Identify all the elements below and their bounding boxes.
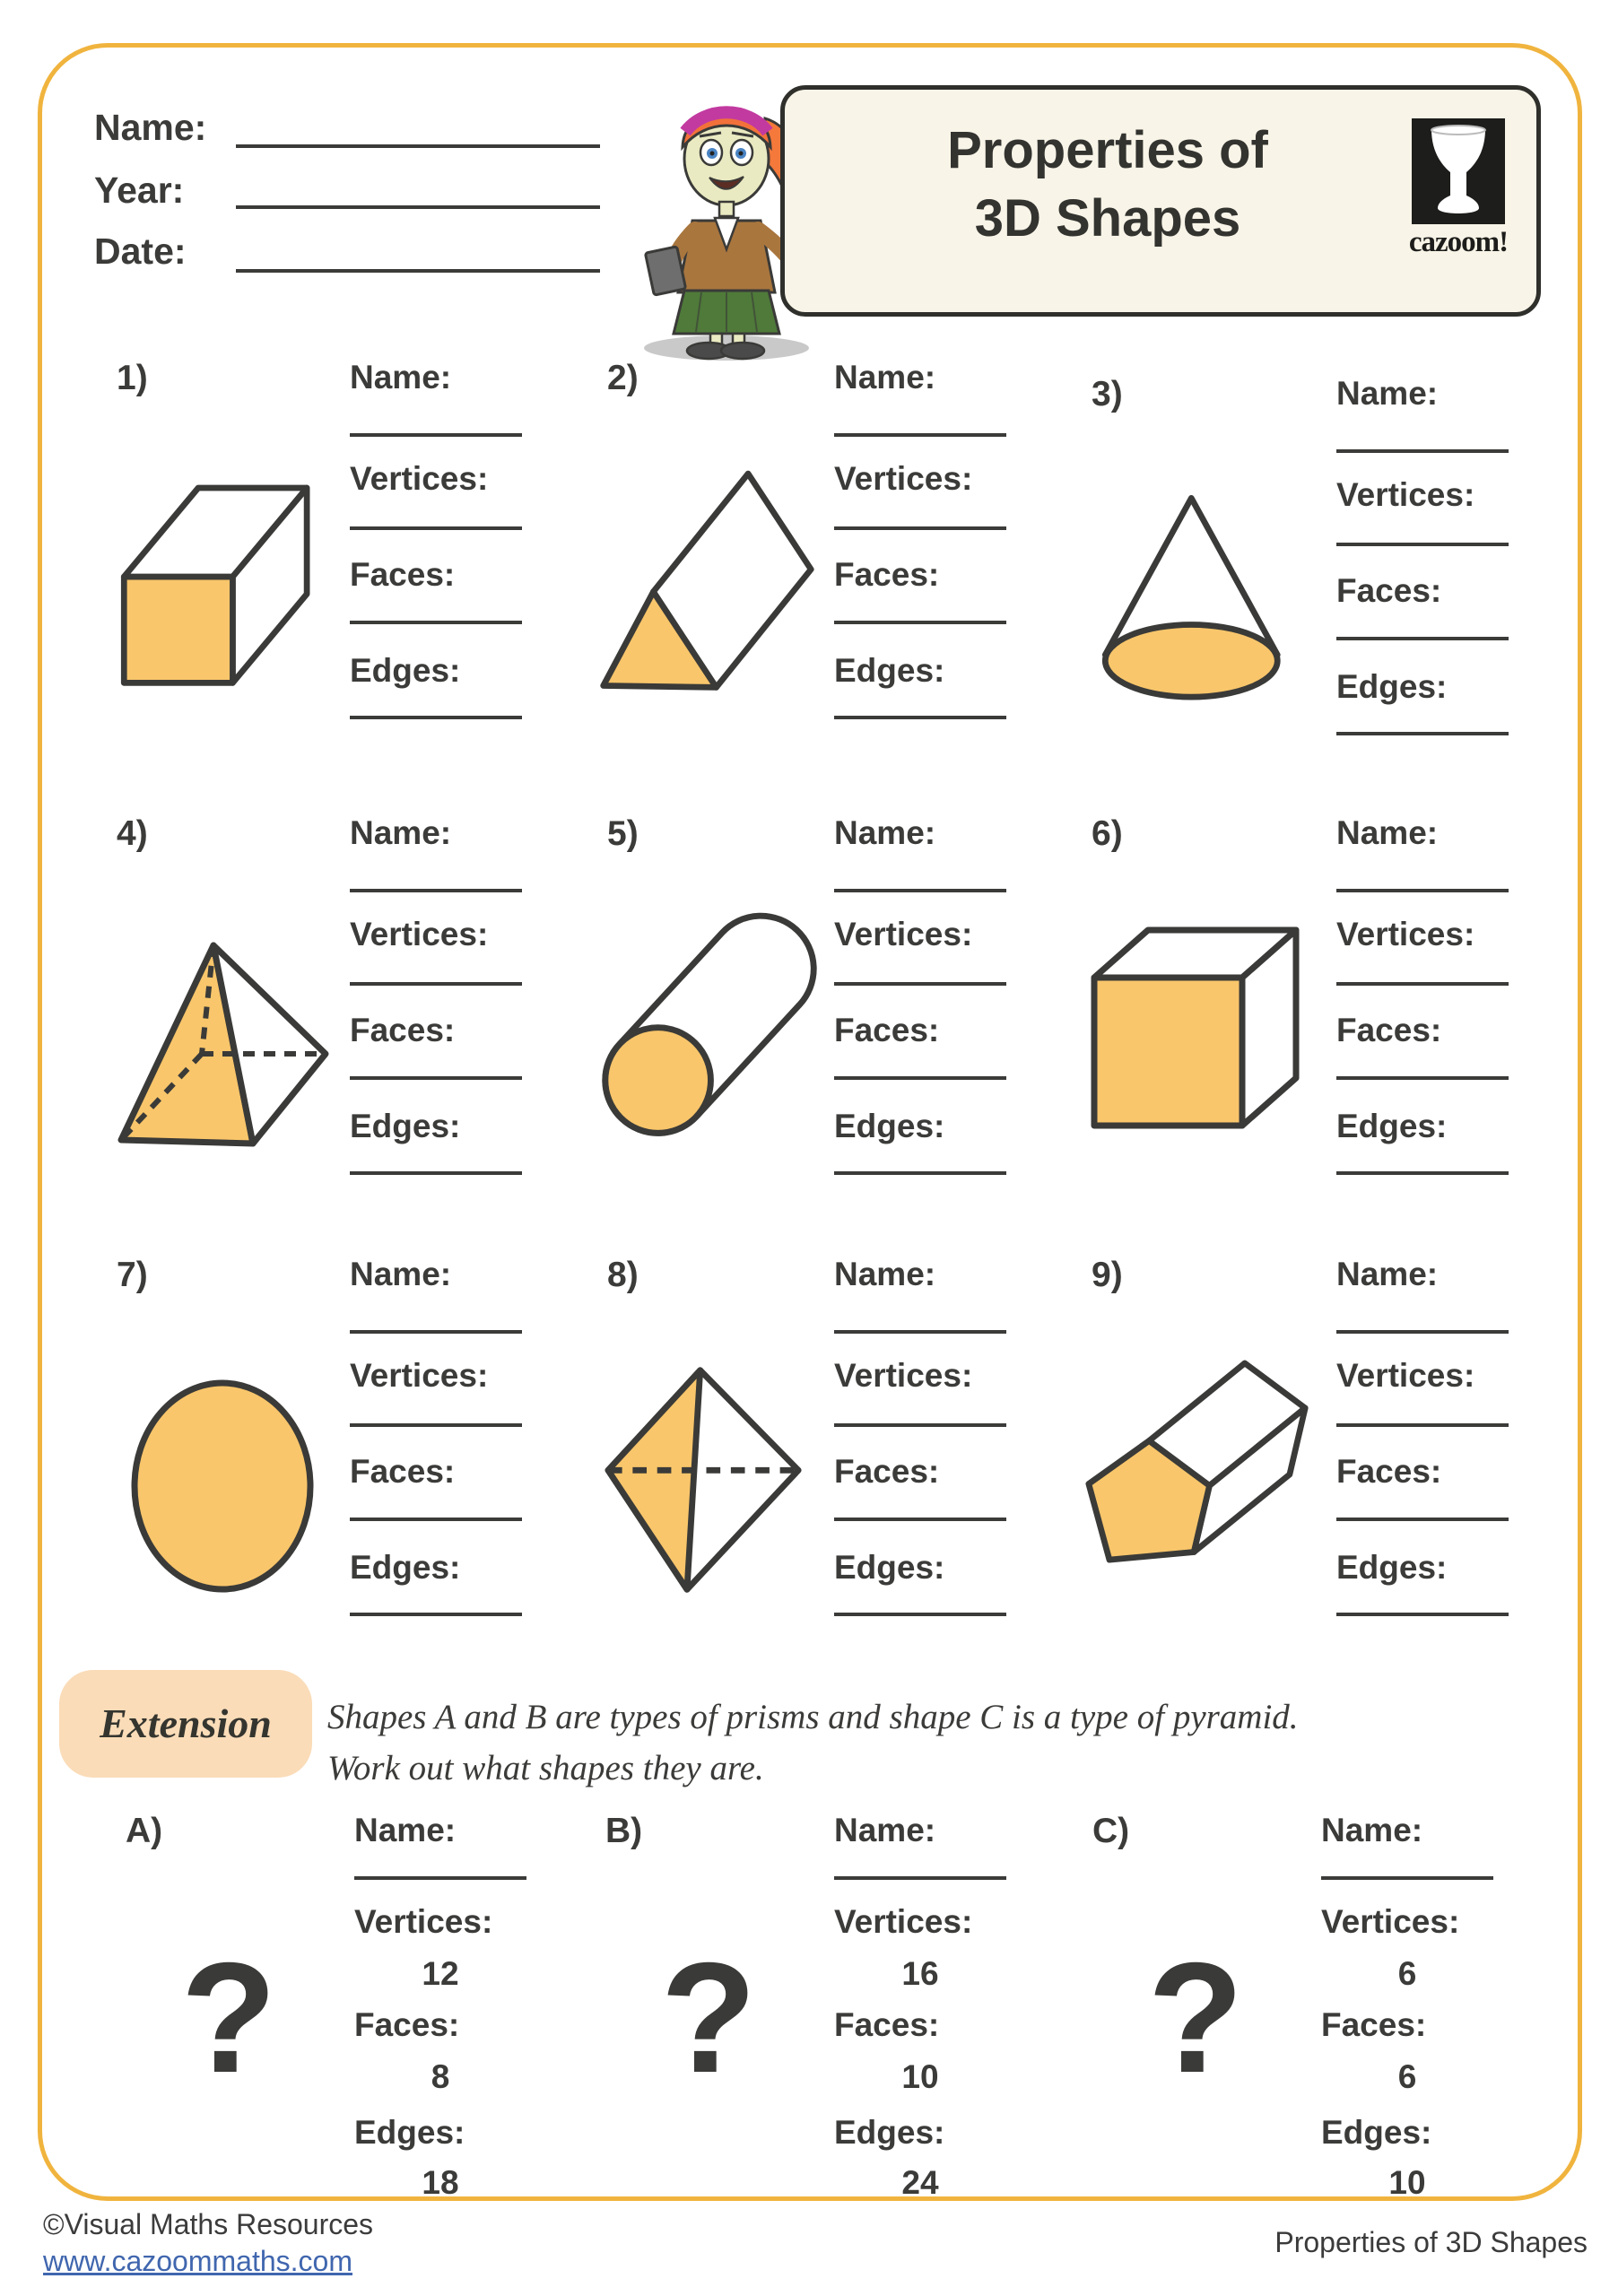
vertices-answer-line[interactable] — [1336, 543, 1509, 546]
vertices-answer-line[interactable] — [1336, 1423, 1509, 1427]
edges-label: Edges: — [834, 2114, 945, 2151]
cazoom-logo — [1405, 118, 1511, 259]
faces-label: Faces: — [1336, 1012, 1442, 1048]
question-3 — [1092, 375, 1607, 787]
question-number: 8) — [607, 1256, 639, 1294]
name-answer-line[interactable] — [350, 1330, 522, 1334]
website-link[interactable]: www.cazoommaths.com — [43, 2245, 352, 2277]
name-label: Name: — [834, 359, 936, 396]
question-7 — [117, 1256, 632, 1668]
name-answer-line[interactable] — [1321, 1876, 1493, 1880]
vertices-answer-line[interactable] — [834, 526, 1006, 530]
faces-label: Faces: — [834, 1453, 940, 1490]
name-answer-line[interactable] — [1336, 449, 1509, 453]
edges-answer-line[interactable] — [350, 716, 522, 719]
vertices-label: Vertices: — [834, 460, 973, 497]
vertices-label: Vertices: — [350, 460, 489, 497]
footer-title: Properties of 3D Shapes — [1274, 2226, 1588, 2258]
title-line-2: 3D Shapes — [974, 189, 1241, 248]
name-answer-line[interactable] — [350, 433, 522, 437]
extension-instruction-line-2: Work out what shapes they are. — [327, 1749, 764, 1787]
edges-answer-line[interactable] — [834, 1613, 1006, 1616]
faces-label: Faces: — [1321, 2006, 1427, 2043]
date-answer-line[interactable] — [236, 269, 600, 273]
worksheet-title — [794, 117, 1422, 253]
vertices-value: 16 — [901, 1955, 939, 1992]
cube-shape — [1090, 924, 1300, 1130]
faces-label: Faces: — [1336, 1453, 1442, 1490]
vertices-label: Vertices: — [350, 916, 489, 952]
triangular-prism-shape — [596, 453, 816, 699]
extension-instructions — [327, 1692, 1547, 1794]
edges-answer-line[interactable] — [1336, 732, 1509, 735]
name-answer-line[interactable] — [834, 1876, 1006, 1880]
edges-label: Edges: — [1336, 668, 1448, 705]
edges-label: Edges: — [834, 1549, 945, 1586]
name-field-label: Name: — [94, 107, 207, 148]
extension-item-a — [126, 1812, 628, 2206]
question-9 — [1092, 1256, 1607, 1668]
question-mark: ? — [180, 1931, 277, 2106]
edges-label: Edges: — [1336, 1549, 1448, 1586]
vertices-label: Vertices: — [350, 1357, 489, 1394]
edges-label: Edges: — [354, 2114, 465, 2151]
octahedron-shape — [601, 1363, 812, 1600]
faces-answer-line[interactable] — [834, 1518, 1006, 1521]
edges-label: Edges: — [1336, 1108, 1448, 1144]
name-label: Name: — [1321, 1812, 1423, 1848]
edges-label: Edges: — [834, 652, 945, 689]
name-label: Name: — [350, 359, 452, 396]
name-answer-line[interactable] — [1336, 889, 1509, 892]
name-label: Name: — [350, 1256, 452, 1292]
name-answer-line[interactable] — [834, 889, 1006, 892]
faces-answer-line[interactable] — [1336, 1076, 1509, 1080]
faces-label: Faces: — [350, 556, 456, 593]
vertices-label: Vertices: — [834, 1903, 973, 1940]
name-label: Name: — [354, 1812, 457, 1848]
name-label: Name: — [834, 1256, 936, 1292]
vertices-value: 12 — [422, 1955, 459, 1992]
name-answer-line[interactable] — [1336, 1330, 1509, 1334]
name-label: Name: — [350, 814, 452, 851]
vertices-answer-line[interactable] — [1336, 982, 1509, 986]
faces-label: Faces: — [350, 1453, 456, 1490]
extension-item-c — [1092, 1812, 1595, 2206]
faces-value: 6 — [1397, 2058, 1417, 2095]
edges-answer-line[interactable] — [350, 1171, 522, 1175]
edges-label: Edges: — [1321, 2114, 1432, 2151]
edges-value: 18 — [422, 2164, 459, 2201]
edges-answer-line[interactable] — [834, 1171, 1006, 1175]
edges-label: Edges: — [350, 1549, 461, 1586]
vertices-label: Vertices: — [354, 1903, 493, 1940]
faces-answer-line[interactable] — [834, 1076, 1006, 1080]
question-mark: ? — [1147, 1931, 1244, 2106]
faces-answer-line[interactable] — [834, 621, 1006, 624]
question-mark: ? — [660, 1931, 757, 2106]
vertices-answer-line[interactable] — [834, 1423, 1006, 1427]
extension-label: A) — [126, 1812, 163, 1850]
question-number: 3) — [1092, 375, 1123, 413]
faces-label: Faces: — [834, 1012, 940, 1048]
faces-answer-line[interactable] — [1336, 1518, 1509, 1521]
question-number: 2) — [607, 359, 639, 397]
vertices-answer-line[interactable] — [834, 982, 1006, 986]
edges-answer-line[interactable] — [1336, 1171, 1509, 1175]
name-label: Name: — [1336, 814, 1439, 851]
faces-label: Faces: — [354, 2006, 460, 2043]
sphere-shape — [130, 1377, 318, 1596]
edges-value: 24 — [901, 2164, 939, 2201]
edges-label: Edges: — [834, 1108, 945, 1144]
square-pyramid-shape — [108, 933, 327, 1148]
extension-instruction-line-1: Shapes A and B are types of prisms and shape C is a type of pyramid. — [327, 1698, 1299, 1736]
question-number: 7) — [117, 1256, 148, 1294]
cazoom-drum-icon — [1412, 118, 1505, 224]
extension-label: B) — [605, 1812, 643, 1850]
question-2 — [607, 359, 1123, 771]
vertices-label: Vertices: — [834, 916, 973, 952]
faces-answer-line[interactable] — [1336, 637, 1509, 640]
faces-label: Faces: — [1336, 572, 1442, 609]
vertices-label: Vertices: — [1336, 1357, 1475, 1394]
cone-shape — [1090, 484, 1305, 700]
cuboid-shape — [108, 466, 332, 691]
copyright-text: ©Visual Maths Resources — [43, 2208, 374, 2240]
name-label: Name: — [834, 1812, 936, 1848]
edges-value: 10 — [1388, 2164, 1426, 2201]
name-label: Name: — [1336, 1256, 1439, 1292]
question-number: 6) — [1092, 814, 1123, 853]
edges-label: Edges: — [350, 652, 461, 689]
name-answer-line[interactable] — [236, 144, 600, 148]
faces-value: 8 — [431, 2058, 450, 2095]
question-1 — [117, 359, 632, 771]
extension-label: C) — [1092, 1812, 1130, 1850]
faces-answer-line[interactable] — [350, 621, 522, 624]
question-number: 4) — [117, 814, 148, 853]
faces-value: 10 — [901, 2058, 939, 2095]
faces-label: Faces: — [350, 1012, 456, 1048]
name-label: Name: — [1336, 375, 1439, 412]
faces-answer-line[interactable] — [350, 1076, 522, 1080]
vertices-answer-line[interactable] — [350, 526, 522, 530]
year-field-label: Year: — [94, 170, 185, 211]
faces-answer-line[interactable] — [350, 1518, 522, 1521]
pentagonal-prism-shape — [1085, 1359, 1309, 1566]
title-line-1: Properties of — [947, 121, 1268, 179]
question-number: 1) — [117, 359, 148, 397]
extension-item-b — [605, 1812, 1108, 2206]
vertices-label: Vertices: — [1336, 476, 1475, 513]
vertices-label: Vertices: — [1321, 1903, 1460, 1940]
vertices-answer-line[interactable] — [350, 982, 522, 986]
edges-answer-line[interactable] — [350, 1613, 522, 1616]
question-5 — [607, 814, 1123, 1227]
cazoom-logo-text: cazoom! — [1408, 226, 1509, 258]
name-answer-line[interactable] — [350, 889, 522, 892]
edges-label: Edges: — [350, 1108, 461, 1144]
question-number: 5) — [607, 814, 639, 853]
name-answer-line[interactable] — [834, 1330, 1006, 1334]
faces-label: Faces: — [834, 2006, 940, 2043]
cylinder-shape — [599, 924, 819, 1152]
vertices-answer-line[interactable] — [350, 1423, 522, 1427]
date-field-label: Date: — [94, 230, 187, 272]
vertices-label: Vertices: — [1336, 916, 1475, 952]
name-label: Name: — [834, 814, 936, 851]
name-answer-line[interactable] — [834, 433, 1006, 437]
year-answer-line[interactable] — [236, 205, 600, 209]
name-answer-line[interactable] — [354, 1876, 526, 1880]
title-panel — [780, 85, 1541, 317]
question-4 — [117, 814, 632, 1227]
question-6 — [1092, 814, 1607, 1227]
faces-label: Faces: — [834, 556, 940, 593]
vertices-label: Vertices: — [834, 1357, 973, 1394]
edges-answer-line[interactable] — [834, 716, 1006, 719]
vertices-value: 6 — [1397, 1955, 1417, 1992]
question-number: 9) — [1092, 1256, 1123, 1294]
question-8 — [607, 1256, 1123, 1668]
edges-answer-line[interactable] — [1336, 1613, 1509, 1616]
extension-badge: Extension — [59, 1670, 312, 1778]
